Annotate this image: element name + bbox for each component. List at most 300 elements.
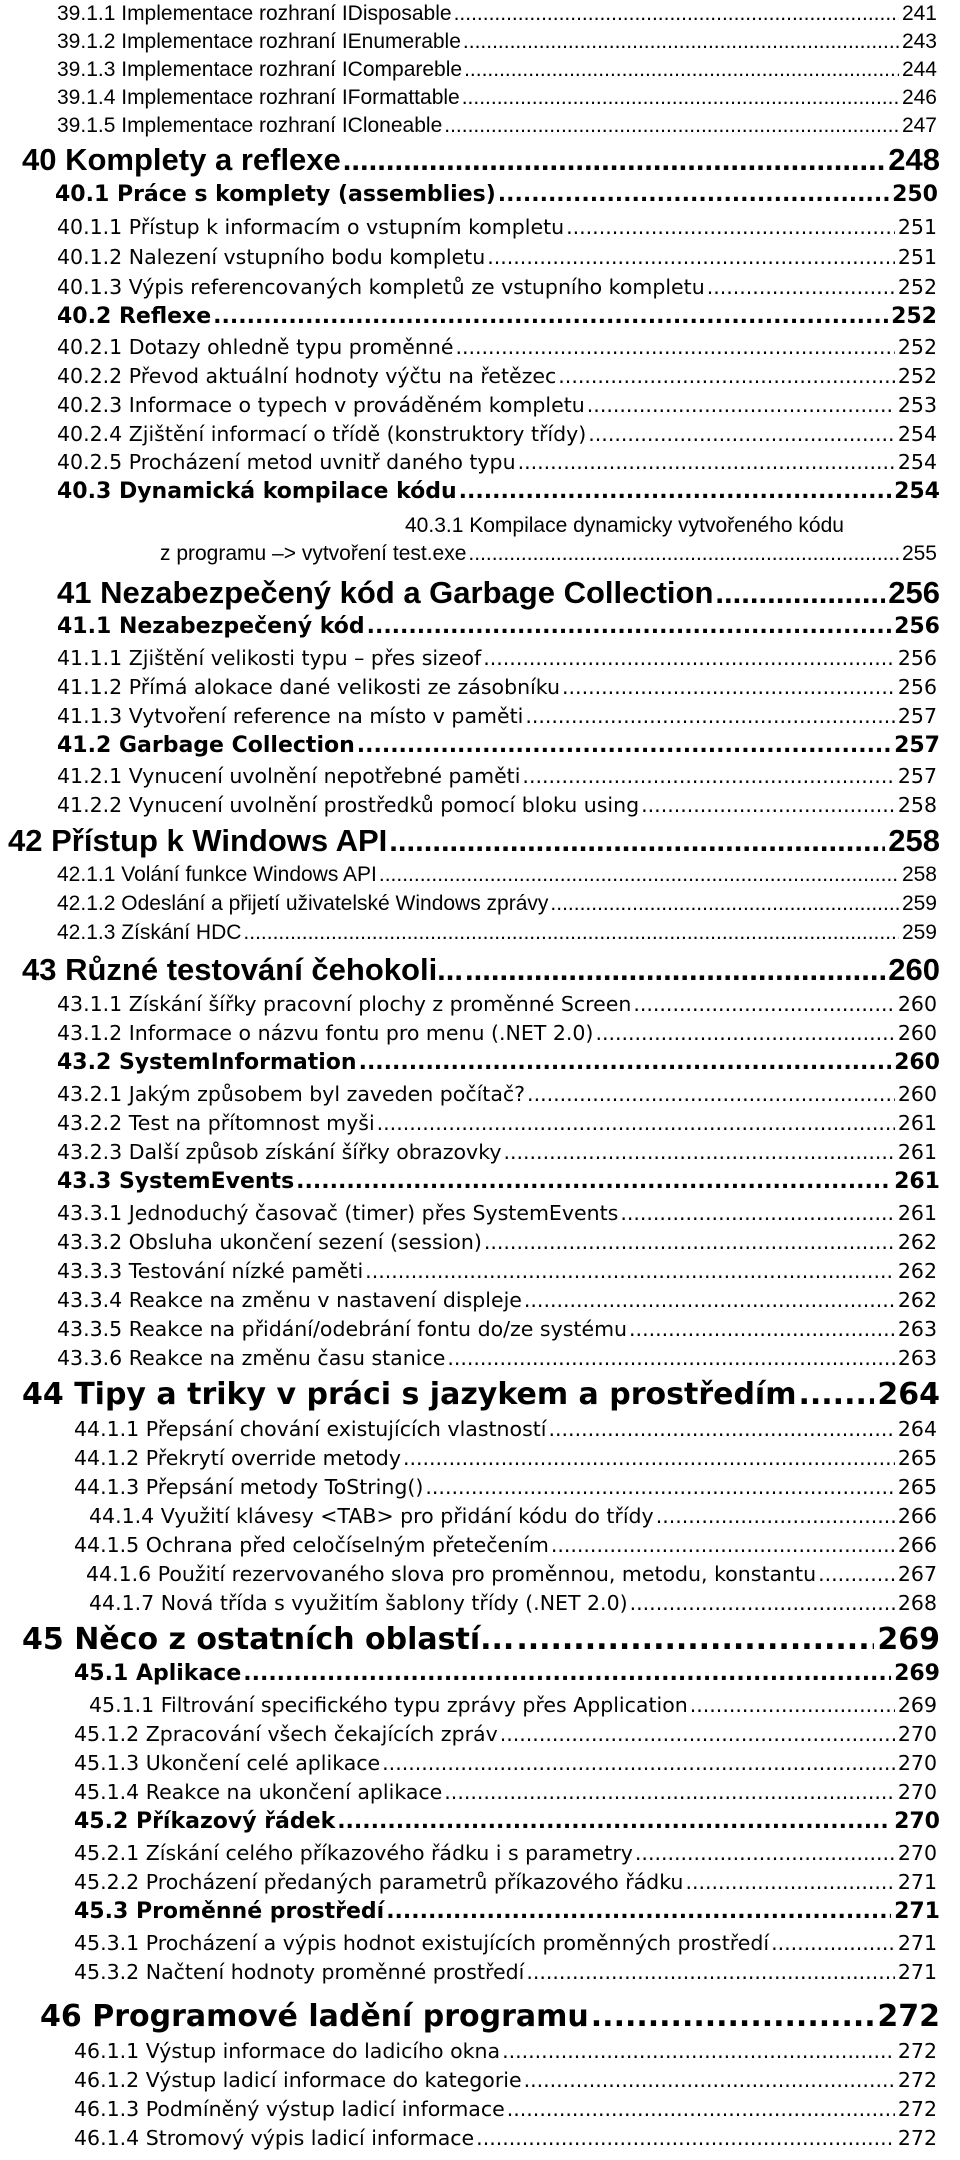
toc-leader	[359, 1050, 891, 1075]
toc-entry[interactable]	[74, 1870, 937, 1894]
toc-chapter[interactable]	[22, 1622, 940, 1657]
toc-title: Různé testování čehokoli...	[65, 952, 464, 987]
toc-leader	[483, 646, 895, 670]
toc-leader	[389, 823, 885, 859]
toc-number: 44.1.2	[74, 1446, 140, 1470]
toc-entry[interactable]	[57, 863, 937, 887]
toc-page: 257	[894, 733, 940, 758]
toc-title: Načtení hodnoty proměnné prostředí	[145, 1960, 525, 1984]
toc-leader	[367, 614, 891, 639]
toc-page: 256	[894, 614, 940, 639]
toc-leader	[507, 2097, 895, 2121]
toc-title: Jednoduchý časovač (timer) přes SystemEvents	[128, 1201, 619, 1225]
toc-leader	[566, 215, 895, 239]
toc-title: Aplikace	[135, 1661, 242, 1686]
toc-page: 271	[894, 1899, 940, 1924]
toc-entry[interactable]	[74, 1417, 937, 1441]
toc-page: 270	[894, 1809, 940, 1834]
toc-number: 40.3	[57, 479, 112, 504]
toc-entry[interactable]	[57, 114, 937, 138]
toc-chapter[interactable]	[8, 823, 940, 859]
toc-entry[interactable]	[57, 764, 937, 788]
toc-entry[interactable]	[74, 2126, 937, 2150]
toc-leader	[524, 2068, 895, 2092]
toc-number: 44	[22, 1377, 64, 1412]
toc-page: 268	[897, 1591, 937, 1615]
toc-page: 246	[901, 86, 937, 109]
toc-number: 45.3.1	[74, 1931, 140, 1955]
toc-title: Ukončení celé aplikace	[145, 1751, 381, 1775]
toc-title: Vynucení uvolnění prostředků pomocí bloku using	[128, 793, 640, 817]
toc-entry[interactable]	[74, 1722, 937, 1746]
toc-entry[interactable]	[57, 646, 937, 670]
toc-title: Vytvoření reference na místo v paměti	[128, 704, 524, 728]
toc-title: Volání funkce Windows API	[121, 863, 377, 886]
toc-entry[interactable]	[74, 1533, 937, 1557]
toc-title: Přepsání metody ToString()	[145, 1475, 424, 1499]
toc-title: Procházení metod uvnitř daného typu	[128, 450, 516, 474]
toc-number: 45.2.1	[74, 1841, 140, 1865]
toc-leader	[296, 1169, 891, 1194]
toc-entry[interactable]	[89, 1591, 937, 1615]
toc-page: 254	[897, 450, 937, 474]
toc-entry[interactable]	[74, 1931, 937, 1955]
toc-entry[interactable]	[74, 2097, 937, 2121]
toc-title: Nalezení vstupního bodu kompletu	[128, 245, 486, 269]
toc-entry[interactable]	[57, 793, 937, 817]
toc-title: Filtrování specifického typu zprávy přes Application	[160, 1693, 688, 1717]
toc-page: 254	[894, 479, 940, 504]
toc-page: 261	[894, 1169, 940, 1194]
toc-number: 41.1.2	[57, 675, 123, 699]
toc-leader	[656, 1504, 895, 1528]
toc-number: 45	[22, 1622, 64, 1657]
toc-page: 260	[894, 1050, 940, 1075]
toc-leader	[444, 1780, 895, 1804]
toc-title: Informace o typech v prováděném kompletu	[128, 393, 585, 417]
toc-leader	[463, 30, 899, 54]
toc-entry[interactable]	[57, 364, 937, 388]
toc-entry[interactable]	[57, 335, 937, 359]
toc-entry[interactable]	[74, 1841, 937, 1865]
toc-entry[interactable]	[74, 2068, 937, 2092]
toc-page: 272	[897, 2097, 937, 2121]
toc-number: 44.1.1	[74, 1417, 140, 1441]
toc-section[interactable]	[57, 1169, 940, 1194]
toc-leader	[551, 1533, 895, 1557]
toc-entry[interactable]	[57, 275, 937, 299]
toc-number: 45.1	[74, 1661, 129, 1686]
toc-section[interactable]	[55, 182, 938, 207]
toc-page: 256	[897, 646, 937, 670]
toc-page: 252	[891, 304, 937, 329]
toc-leader	[588, 422, 895, 446]
toc-leader	[498, 182, 889, 207]
toc-number: 44.1.6	[86, 1562, 152, 1586]
toc-title: Vynucení uvolnění nepotřebné paměti	[128, 764, 521, 788]
toc-leader	[562, 675, 895, 699]
toc-entry[interactable]	[86, 1562, 937, 1586]
toc-entry[interactable]	[74, 1751, 937, 1775]
toc-title: Obsluha ukončení sezení (session)	[128, 1230, 482, 1254]
toc-page: 248	[888, 142, 940, 177]
toc-page: 257	[897, 704, 937, 728]
toc-number: 43.3.6	[57, 1346, 123, 1370]
toc-number: 40.2.4	[57, 422, 123, 446]
toc-leader	[518, 450, 895, 474]
toc-page: 259	[901, 921, 937, 944]
toc-leader	[630, 1591, 895, 1615]
toc-entry[interactable]	[57, 1230, 937, 1254]
toc-number: 41.1.3	[57, 704, 123, 728]
toc-page: 270	[897, 1751, 937, 1775]
toc-leader	[690, 1693, 895, 1717]
toc-leader	[447, 1346, 895, 1370]
toc-title: Test na přítomnost myši	[128, 1111, 375, 1135]
toc-number: 43.2.3	[57, 1140, 123, 1164]
toc-number: 45.3	[74, 1899, 129, 1924]
toc-page: 262	[897, 1230, 937, 1254]
toc-entry[interactable]	[57, 245, 937, 269]
toc-number: 40.1	[55, 182, 110, 207]
toc-leader	[715, 575, 885, 611]
toc-entry[interactable]	[57, 1140, 937, 1164]
toc-title: SystemEvents	[118, 1169, 295, 1194]
toc-entry[interactable]	[57, 921, 937, 945]
toc-number: 44.1.7	[89, 1591, 155, 1615]
toc-title: Ochrana před celočíselným přetečením	[145, 1533, 549, 1557]
toc-number: 45.2.2	[74, 1870, 140, 1894]
toc-page: 260	[897, 1082, 937, 1106]
toc-leader	[587, 393, 895, 417]
toc-page: 264	[877, 1377, 940, 1412]
toc-title: Další způsob získání šířky obrazovky	[128, 1140, 502, 1164]
toc-entry[interactable]	[74, 1475, 937, 1499]
toc-chapter[interactable]	[22, 1377, 940, 1412]
toc-section[interactable]	[57, 614, 940, 639]
toc-entry[interactable]	[57, 1021, 937, 1045]
toc-leader	[798, 1377, 874, 1412]
toc-title: Stromový výpis ladicí informace	[145, 2126, 475, 2150]
toc-title: Podmíněný výstup ladicí informace	[145, 2097, 505, 2121]
toc-leader	[549, 1417, 895, 1441]
toc-number: 43.3.3	[57, 1259, 123, 1283]
toc-entry[interactable]	[57, 86, 937, 110]
toc-entry[interactable]	[74, 2039, 937, 2063]
toc-number: 41.1.1	[57, 646, 123, 670]
toc-number: 46.1.1	[74, 2039, 140, 2063]
toc-page: 260	[897, 992, 937, 1016]
toc-entry[interactable]	[57, 30, 937, 54]
toc-entry[interactable]	[74, 1960, 937, 1984]
toc-leader	[386, 1899, 891, 1924]
toc-leader	[464, 58, 899, 82]
toc-entry[interactable]	[57, 1111, 937, 1135]
toc-page: 272	[897, 2039, 937, 2063]
toc-title: Testování nízké paměti	[128, 1259, 364, 1283]
toc-entry[interactable]	[57, 393, 937, 417]
toc-title: Reakce na změnu času stanice	[128, 1346, 446, 1370]
toc-number: 42.1.1	[57, 863, 116, 886]
toc-title: Implementace rozhraní ICloneable	[121, 114, 443, 137]
toc-leader	[527, 1082, 895, 1106]
toc-page: 271	[897, 1960, 937, 1984]
toc-entry[interactable]	[57, 1082, 937, 1106]
toc-number: 43.3.5	[57, 1317, 123, 1341]
toc-number: 43	[22, 952, 57, 987]
toc-title: Zjištění velikosti typu – přes sizeof	[128, 646, 482, 670]
toc-leader	[379, 863, 899, 887]
toc-leader	[500, 1722, 895, 1746]
toc-title: Informace o názvu fontu pro menu (.NET 2.0)	[128, 1021, 594, 1045]
toc-page: 272	[897, 2068, 937, 2092]
toc-section[interactable]	[57, 733, 940, 758]
toc-entry[interactable]	[57, 1288, 937, 1312]
toc-title: Jakým způsobem byl zaveden počítač?	[128, 1082, 526, 1106]
toc-page: 270	[897, 1780, 937, 1804]
toc-page: 258	[897, 793, 937, 817]
toc-number: 45.2	[74, 1809, 129, 1834]
toc-number: 46	[40, 1999, 82, 2034]
toc-title: Programové ladění programu	[92, 1999, 589, 2034]
toc-title: Implementace rozhraní IEnumerable	[121, 30, 461, 53]
toc-title: SystemInformation	[118, 1050, 357, 1075]
toc-entry[interactable]	[57, 892, 937, 916]
toc-entry[interactable]	[57, 1317, 937, 1341]
toc-number: 46.1.4	[74, 2126, 140, 2150]
toc-leader	[476, 2126, 895, 2150]
toc-number: 39.1.1	[57, 2, 116, 25]
toc-page: 244	[901, 58, 937, 81]
toc-number: 46.1.3	[74, 2097, 140, 2121]
toc-number: 45.3.2	[74, 1960, 140, 1984]
toc-number: 44.1.4	[89, 1504, 155, 1528]
toc-title: Kompilace dynamicky vytvořeného kódu	[469, 514, 844, 537]
toc-leader	[357, 733, 891, 758]
toc-leader	[516, 1622, 874, 1657]
toc-title: Přístup k Windows API	[51, 823, 388, 858]
toc-page: 261	[897, 1111, 937, 1135]
toc-leader	[337, 1809, 891, 1834]
toc-page: 266	[897, 1533, 937, 1557]
toc-entry-continuation[interactable]	[160, 542, 937, 566]
toc-leader	[629, 1317, 895, 1341]
toc-entry[interactable]	[57, 422, 937, 446]
toc-page: 256	[888, 575, 940, 610]
toc-page: 271	[897, 1931, 937, 1955]
toc-leader	[595, 1021, 894, 1045]
toc-entry[interactable]	[57, 58, 937, 82]
toc-leader	[522, 764, 894, 788]
toc-leader	[377, 1111, 895, 1135]
toc-title: Reakce na přidání/odebrání fontu do/ze systému	[128, 1317, 628, 1341]
toc-entry[interactable]	[57, 215, 937, 239]
toc-title: Použití rezervovaného slova pro proměnnou, metodu, konstantu	[157, 1562, 817, 1586]
toc-number: 40.1.3	[57, 275, 123, 299]
toc-leader	[591, 1999, 875, 2034]
toc-number: 42.1.2	[57, 892, 116, 915]
toc-number: 39.1.2	[57, 30, 116, 53]
toc-number: 44.1.5	[74, 1533, 140, 1557]
toc-title: Reakce na změnu v nastavení displeje	[128, 1288, 522, 1312]
toc-leader	[403, 1446, 895, 1470]
toc-leader	[455, 335, 894, 359]
toc-chapter[interactable]	[40, 1999, 940, 2034]
toc-title: Nová třída s využitím šablony třídy (.NET 2.0)	[160, 1591, 628, 1615]
toc-leader	[550, 892, 899, 916]
toc-leader	[343, 142, 885, 178]
toc-title: Výpis referencovaných kompletů ze vstupního kompletu	[128, 275, 705, 299]
toc-page: 252	[897, 335, 937, 359]
toc-number: 40.2.3	[57, 393, 123, 417]
toc-title: Nezabezpečený kód	[118, 614, 365, 639]
toc-page: 250	[892, 182, 938, 207]
toc-leader	[524, 1288, 895, 1312]
toc-title: Implementace rozhraní IDisposable	[121, 2, 452, 25]
toc-leader	[818, 1562, 895, 1586]
toc-section[interactable]	[74, 1809, 940, 1834]
toc-title: Přepsání chování existujících vlastností	[145, 1417, 547, 1441]
toc-page: 261	[897, 1140, 937, 1164]
toc-page: 269	[877, 1622, 940, 1657]
toc-title: Přímá alokace dané velikosti ze zásobníku	[128, 675, 561, 699]
toc-leader	[641, 793, 895, 817]
toc-leader	[465, 952, 885, 988]
toc-number: 41.2.1	[57, 764, 123, 788]
toc-entry[interactable]	[74, 1446, 937, 1470]
toc-entry[interactable]	[57, 1201, 937, 1225]
toc-leader	[502, 2039, 895, 2063]
toc-section[interactable]	[57, 1050, 940, 1075]
toc-title: Získání šířky pracovní plochy z proměnné Screen	[128, 992, 632, 1016]
toc-number: 43.1.2	[57, 1021, 123, 1045]
toc-section[interactable]	[57, 304, 937, 329]
toc-entry[interactable]	[89, 1693, 937, 1717]
toc-page: 252	[897, 364, 937, 388]
toc-leader	[503, 1140, 894, 1164]
toc-title: Procházení a výpis hodnot existujících proměnných prostředí	[145, 1931, 770, 1955]
toc-page: 261	[897, 1201, 937, 1225]
toc-leader	[382, 1751, 895, 1775]
toc-title: Dynamická kompilace kódu	[118, 479, 457, 504]
toc-number: 40.1.1	[57, 215, 123, 239]
toc-number: 40.2.1	[57, 335, 123, 359]
toc-number: 41.2	[57, 733, 112, 758]
toc-number: 42.1.3	[57, 921, 116, 944]
toc-number: 39.1.3	[57, 58, 116, 81]
toc-entry[interactable]	[57, 450, 937, 474]
toc-page: 263	[897, 1317, 937, 1341]
toc-page: 251	[897, 215, 937, 239]
toc-title: Garbage Collection	[118, 733, 355, 758]
toc-section[interactable]	[74, 1899, 940, 1924]
toc-leader	[243, 1661, 891, 1686]
toc-page: 256	[897, 675, 937, 699]
toc-entry[interactable]	[89, 1504, 937, 1528]
toc-title: Proměnné prostředí	[135, 1899, 385, 1924]
toc-section[interactable]	[74, 1661, 940, 1686]
toc-page: 260	[897, 1021, 937, 1045]
toc-page: 247	[901, 114, 937, 137]
toc-leader	[685, 1870, 894, 1894]
toc-page: 263	[897, 1346, 937, 1370]
toc-number: 40	[22, 142, 57, 177]
toc-page: 243	[901, 30, 937, 53]
toc-title: Práce s komplety (assemblies)	[116, 182, 496, 207]
toc-number: 45.1.2	[74, 1722, 140, 1746]
toc-leader	[620, 1201, 895, 1225]
toc-section[interactable]	[57, 479, 940, 504]
toc-page: 258	[901, 863, 937, 886]
toc-number: 40.2	[57, 304, 112, 329]
toc-leader	[425, 1475, 894, 1499]
toc-entry[interactable]	[57, 1346, 937, 1370]
toc-title: Zjištění informací o třídě (konstruktory třídy)	[128, 422, 587, 446]
toc-leader	[525, 704, 895, 728]
toc-title-continuation: z programu –> vytvoření test.exe	[160, 542, 467, 565]
toc-number: 43.1.1	[57, 992, 123, 1016]
toc-page: 269	[897, 1693, 937, 1717]
toc-number: 40.2.2	[57, 364, 123, 388]
toc-page: 264	[897, 1417, 937, 1441]
toc-page: 270	[897, 1841, 937, 1865]
toc-page: 255	[901, 542, 937, 565]
toc-entry[interactable]	[57, 2, 937, 26]
toc-page: 267	[897, 1562, 937, 1586]
toc-leader	[526, 1960, 895, 1984]
toc-number: 43.3	[57, 1169, 112, 1194]
toc-entry[interactable]	[57, 1259, 937, 1283]
toc-title: Přístup k informacím o vstupním kompletu	[128, 215, 565, 239]
toc-page: 266	[897, 1504, 937, 1528]
toc-entry[interactable]	[57, 675, 937, 699]
toc-title: Získání HDC	[121, 921, 242, 944]
toc-title: Implementace rozhraní ICompareble	[121, 58, 463, 81]
toc-chapter[interactable]	[22, 142, 940, 178]
toc-title: Využití klávesy <TAB> pro přidání kódu do třídy	[160, 1504, 654, 1528]
toc-title: Tipy a triky v práci s jazykem a prostředím	[74, 1377, 797, 1412]
toc-entry[interactable]	[57, 704, 937, 728]
toc-number: 43.3.4	[57, 1288, 123, 1312]
toc-page: 272	[897, 2126, 937, 2150]
toc-number: 41	[57, 575, 92, 610]
toc-page: 262	[897, 1259, 937, 1283]
toc-leader	[454, 2, 899, 26]
toc-title: Komplety a reflexe	[65, 142, 341, 177]
toc-page: 251	[897, 245, 937, 269]
toc-entry[interactable]	[74, 1780, 937, 1804]
toc-chapter[interactable]	[57, 575, 940, 611]
toc-title: Implementace rozhraní IFormattable	[121, 86, 460, 109]
toc-leader	[243, 921, 899, 945]
toc-number: 40.3.1	[405, 514, 464, 537]
toc-leader	[365, 1259, 895, 1283]
toc-leader	[707, 275, 895, 299]
toc-page: 265	[897, 1446, 937, 1470]
toc-title: Získání celého příkazového řádku i s parametry	[145, 1841, 633, 1865]
toc-entry[interactable]	[57, 992, 937, 1016]
toc-leader	[771, 1931, 895, 1955]
toc-chapter[interactable]	[22, 952, 940, 988]
toc-title: Překrytí override metody	[145, 1446, 401, 1470]
toc-page: 252	[897, 275, 937, 299]
toc-number: 41.1	[57, 614, 112, 639]
toc-number: 46.1.2	[74, 2068, 140, 2092]
toc-title: Reakce na ukončení aplikace	[145, 1780, 443, 1804]
toc-entry-first-line[interactable]	[405, 514, 937, 538]
toc-title: Výstup ladicí informace do kategorie	[145, 2068, 522, 2092]
toc-number: 43.2	[57, 1050, 112, 1075]
